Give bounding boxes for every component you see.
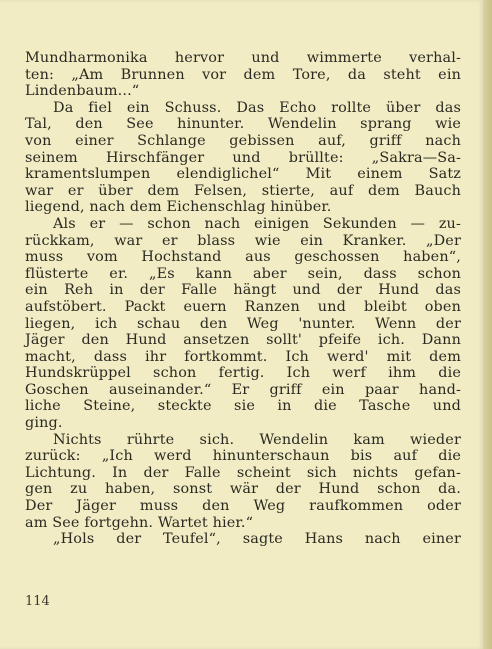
text-line: Als er — schon nach einigen Sekunden — zu- — [53, 215, 461, 232]
text-line: aufstöbert. Packt euern Ranzen und bleibt oben — [25, 298, 461, 315]
text-line: „Hols der Teufel“, sagte Hans nach einer — [53, 531, 461, 548]
page-number: 114 — [25, 594, 50, 609]
text-line: kramentslumpen elendiglichel“ Mit einem Satz — [25, 166, 461, 183]
text-line: war er über dem Felsen, stierte, auf dem Bauch — [25, 182, 461, 199]
text-line: Mundharmonika hervor und wimmerte verhal- — [25, 50, 461, 66]
text-line: liche Steine, steckte sie in die Tasche und — [25, 398, 461, 415]
text-line: Jäger den Hund ansetzen sollt' pfeife ich. Dann — [25, 332, 461, 349]
text-line: Der Jäger muss den Weg raufkommen oder — [25, 498, 461, 515]
text-line: ten: „Am Brunnen vor dem Tore, da steht ein — [25, 66, 461, 83]
text-line: Tal, den See hinunter. Wendelin sprang wie — [25, 116, 461, 133]
text-line: Lichtung. In der Falle scheint sich nichts gefan- — [25, 464, 461, 481]
page-edge — [483, 0, 492, 649]
body-text — [25, 50, 461, 548]
text-line: Goschen auseinander.“ Er griff ein paar hand- — [25, 381, 461, 398]
text-line: liegend, nach dem Eichenschlag hinüber. — [25, 199, 332, 216]
text-line: Nichts rührte sich. Wendelin kam wieder — [53, 431, 461, 448]
text-line: flüsterte er. „Es kann aber sein, dass schon — [25, 265, 461, 282]
text-line: Da fiel ein Schuss. Das Echo rollte über das — [53, 99, 461, 116]
text-line: zurück: „Ich werd hinunterschaun bis auf die — [25, 448, 461, 465]
text-line: liegen, ich schau den Weg 'nunter. Wenn der — [25, 315, 461, 332]
text-line: ging. — [25, 415, 63, 432]
text-line: gen zu haben, sonst wär der Hund schon da. — [25, 481, 461, 498]
text-line: Lindenbaum...“ — [25, 83, 140, 100]
text-line: macht, dass ihr fortkommt. Ich werd' mit dem — [25, 348, 461, 365]
text-line: von einer Schlange gebissen auf, griff nach — [25, 132, 461, 149]
text-line: ein Reh in der Falle hängt und der Hund das — [25, 282, 461, 299]
text-line: muss vom Hochstand aus geschossen haben“, — [25, 249, 461, 266]
text-line: am See fortgehn. Wartet hier.“ — [25, 514, 254, 531]
text-line: Hundskrüppel schon fertig. Ich werf ihm die — [25, 365, 461, 382]
text-line: rückkam, war er blass wie ein Kranker. „Der — [25, 232, 461, 249]
text-line: seinem Hirschfänger und brüllte: „Sakra—Sa- — [25, 149, 461, 166]
